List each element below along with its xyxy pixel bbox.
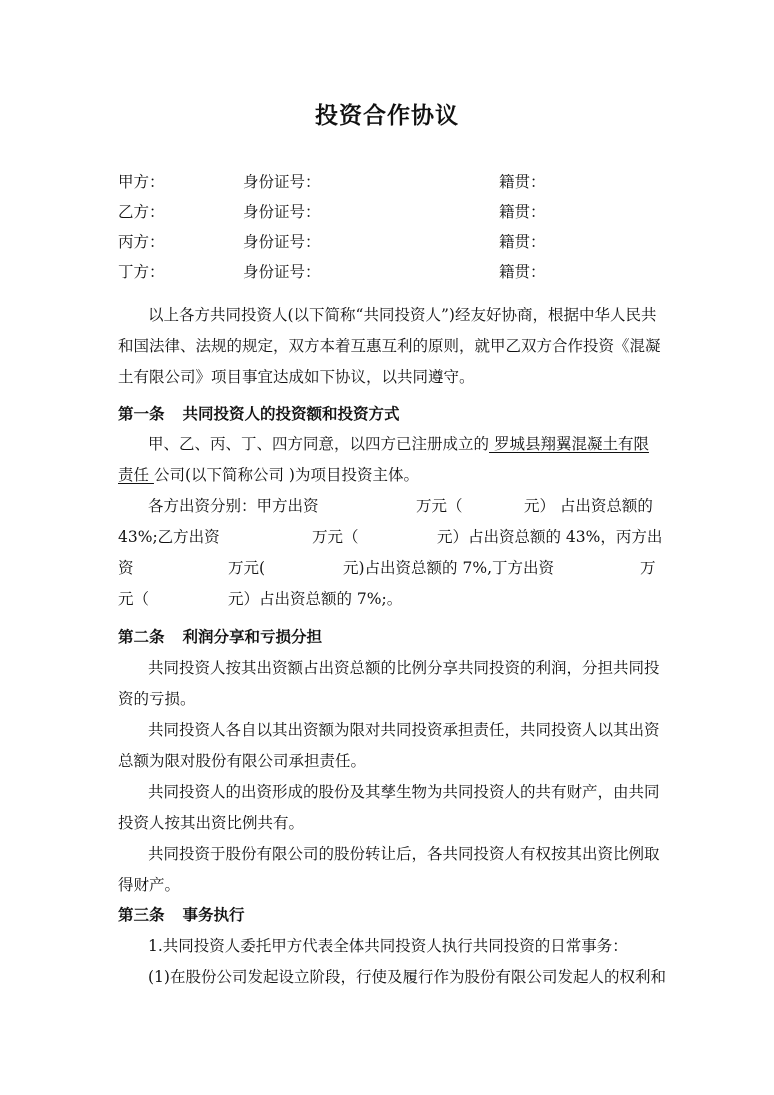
article-1-heading xyxy=(118,404,400,424)
party-native-label-d: 籍贯： xyxy=(499,263,546,281)
article-1-text: 甲、乙、丙、丁、四方同意，以四方已注册成立的 xyxy=(148,435,490,453)
contribution-a-wan: 万元（ xyxy=(416,497,463,515)
contribution-c-label: 资 xyxy=(118,559,134,577)
party-id-label-d: 身份证号： xyxy=(243,263,321,281)
article-2-para-1 xyxy=(118,653,658,715)
article-1-number: 第一条 xyxy=(118,405,165,423)
party-role-a: 甲方： xyxy=(118,173,165,191)
article-2-heading xyxy=(118,627,322,647)
article-2-line: 共同投资人各自以其出资额为限对共同投资承担责任，共同投资人以其出资 xyxy=(148,721,660,739)
contribution-a-label: 各方出资分别：甲方出资 xyxy=(148,497,319,515)
party-role-c: 丙方： xyxy=(118,233,165,251)
party-role-b: 乙方： xyxy=(118,203,165,221)
preamble-line: 和国法律、法规的规定，双方本着互惠互利的原则，就甲乙双方合作投资《混凝 xyxy=(118,337,661,355)
contribution-b-yuan: 元）占出资总额的 43%，丙方出 xyxy=(437,528,663,546)
article-2-line: 资的亏损。 xyxy=(118,690,196,708)
contribution-c-yuan: 元)占出资总额的 7%,丁方出资 xyxy=(343,559,554,577)
contribution-b-wan: 万元（ xyxy=(312,528,359,546)
article-2-line: 共同投资人的出资形成的股份及其孳生物为共同投资人的共有财产，由共同 xyxy=(148,783,660,801)
party-role-d: 丁方： xyxy=(118,263,165,281)
article-2-line: 投资人按其出资比例共有。 xyxy=(118,814,305,832)
company-name-cont: 责任 xyxy=(118,466,154,484)
article-1-title: 共同投资人的投资额和投资方式 xyxy=(182,405,400,423)
party-id-label-a: 身份证号： xyxy=(243,173,321,191)
preamble-line: 土有限公司》项目事宜达成如下协议，以共同遵守。 xyxy=(118,368,475,386)
contribution-c-wan: 万元( xyxy=(228,559,266,577)
article-2-line: 共同投资于股份有限公司的股份转让后，各共同投资人有权按其出资比例取 xyxy=(148,845,660,863)
article-2-line: 总额为限对股份有限公司承担责任。 xyxy=(118,752,367,770)
contribution-d-yuan: 元）占出资总额的 7%;。 xyxy=(228,590,403,608)
article-2-line: 得财产。 xyxy=(118,876,181,894)
article-2-line: 共同投资人按其出资额占出资总额的比例分享共同投资的利润，分担共同投 xyxy=(148,659,660,677)
contribution-d-wan: 万 xyxy=(640,559,656,577)
article-3-para xyxy=(118,931,666,993)
document-title: 投资合作协议 xyxy=(315,103,459,129)
contribution-d-label: 元（ xyxy=(118,590,150,608)
party-id-label-b: 身份证号： xyxy=(243,203,321,221)
party-native-label-b: 籍贯： xyxy=(499,203,546,221)
article-3-line: (1)在股份公司发起设立阶段，行使及履行作为股份有限公司发起人的权利和 xyxy=(148,968,666,986)
article-3-number: 第三条 xyxy=(118,906,165,924)
contribution-a-yuan: 元） 占出资总额的 xyxy=(524,497,653,515)
article-2-para-3 xyxy=(118,777,658,839)
party-id-label-c: 身份证号： xyxy=(243,233,321,251)
preamble-line: 以上各方共同投资人(以下简称“共同投资人”)经友好协商，根据中华人民共 xyxy=(148,306,657,324)
contribution-b-label: 43%;乙方出资 xyxy=(118,528,220,546)
article-1-text: 公司(以下简称公司 )为项目投资主体。 xyxy=(153,466,419,484)
article-2-para-4 xyxy=(118,839,658,901)
preamble-paragraph xyxy=(118,300,661,393)
article-2-title: 利润分享和亏损分担 xyxy=(182,628,323,646)
party-native-label-c: 籍贯： xyxy=(499,233,546,251)
article-2-number: 第二条 xyxy=(118,628,165,646)
article-3-heading xyxy=(118,905,245,925)
company-name: 罗城县翔翼混凝土有限 xyxy=(489,435,649,453)
article-2-para-2 xyxy=(118,715,658,777)
party-native-label-a: 籍贯： xyxy=(499,173,546,191)
article-3-title: 事务执行 xyxy=(182,906,245,924)
article-3-line: 1.共同投资人委托甲方代表全体共同投资人执行共同投资的日常事务： xyxy=(148,937,628,955)
article-1-para-1-line-1 xyxy=(148,434,649,454)
article-1-para-1-line-2 xyxy=(118,465,419,485)
